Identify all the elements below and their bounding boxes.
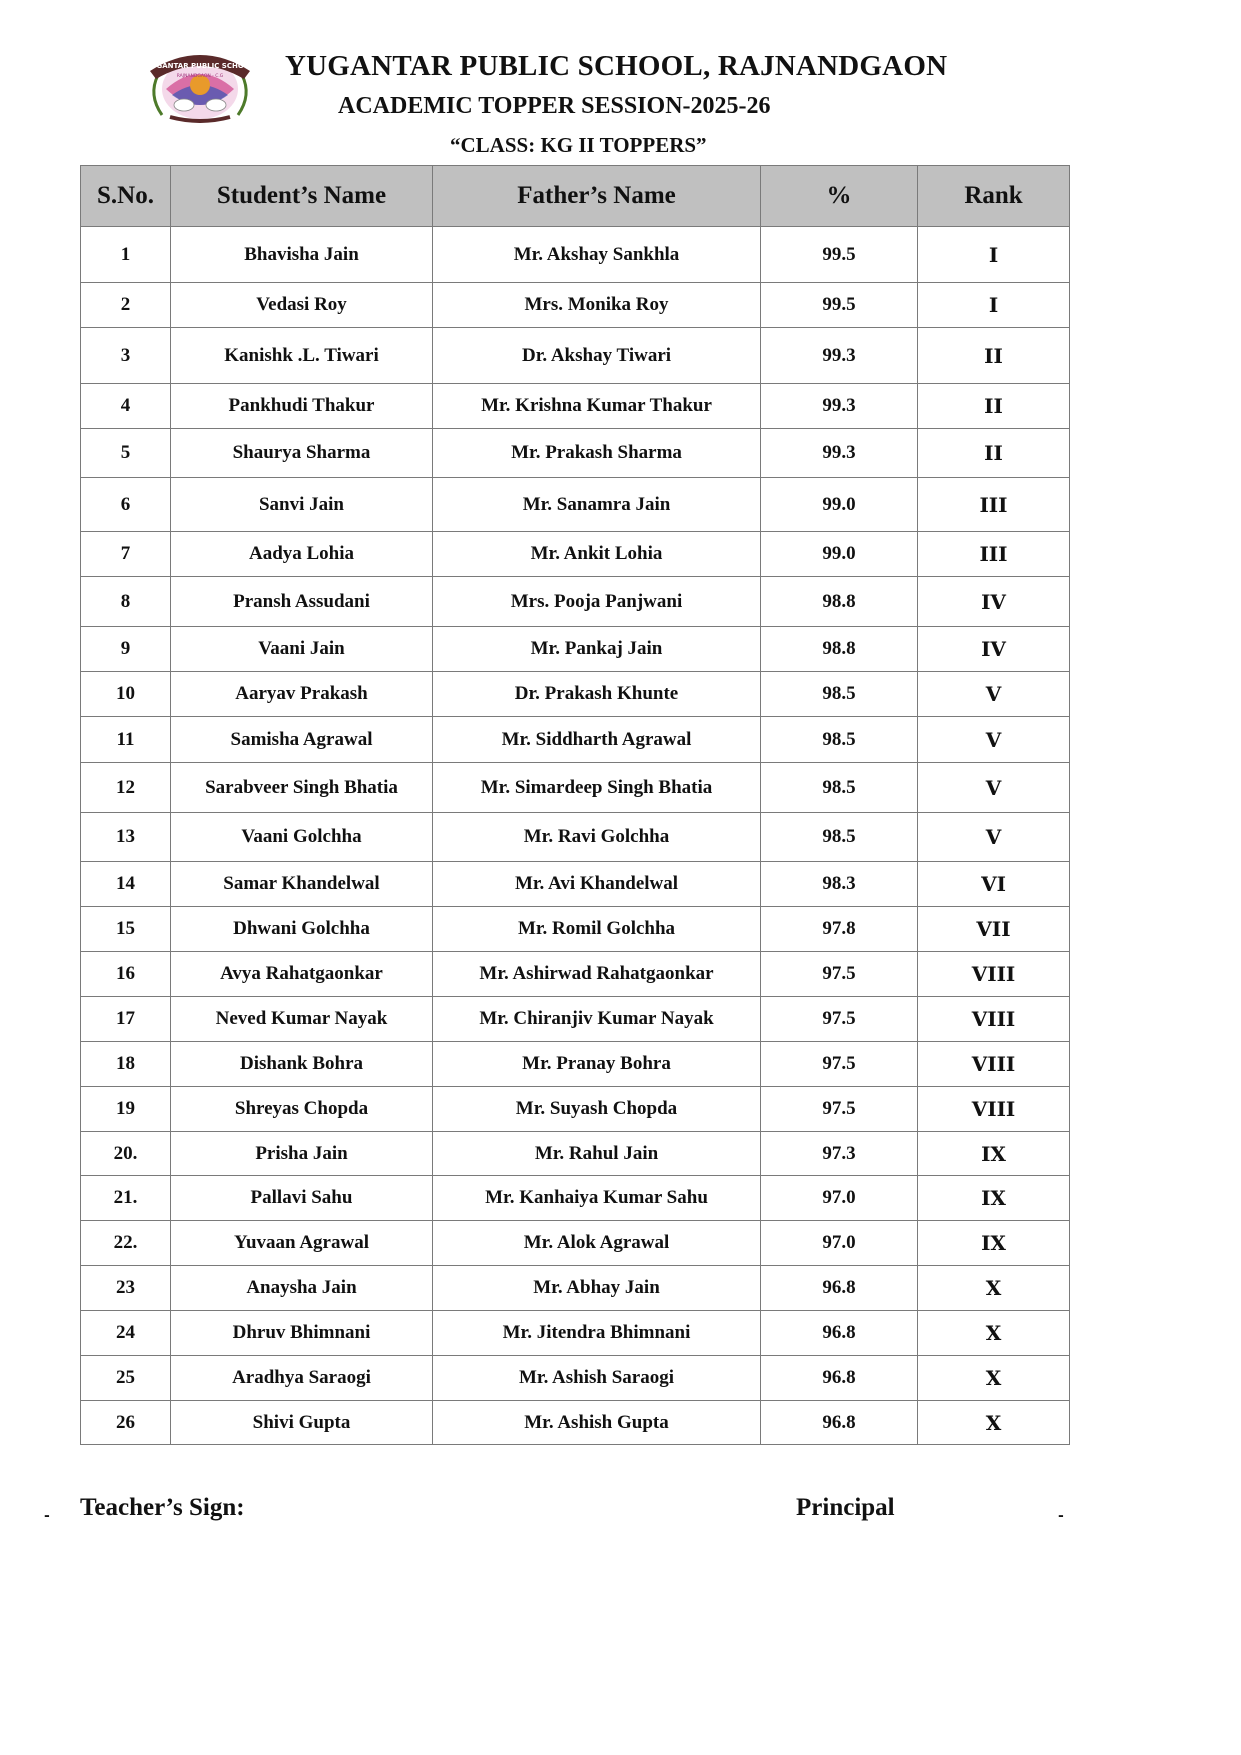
row-sno: 7 [81, 532, 171, 577]
rank-value: IV [918, 577, 1070, 627]
student-name: Kanishk .L. Tiwari [171, 328, 433, 384]
student-name: Dhruv Bhimnani [171, 1311, 433, 1356]
percent-value: 98.3 [761, 862, 918, 907]
percent-value: 97.5 [761, 952, 918, 997]
father-name: Mr. Akshay Sankhla [433, 227, 761, 283]
father-name: Mr. Ankit Lohia [433, 532, 761, 577]
father-name: Mr. Krishna Kumar Thakur [433, 384, 761, 429]
percent-value: 99.5 [761, 227, 918, 283]
rank-value: II [918, 429, 1070, 478]
table-row [81, 532, 1070, 577]
left-margin-mark: - [44, 1508, 50, 1524]
right-margin-mark: - [1058, 1508, 1064, 1524]
father-name: Mr. Pankaj Jain [433, 627, 761, 672]
row-sno: 25 [81, 1356, 171, 1401]
student-name: Samar Khandelwal [171, 862, 433, 907]
rank-value: IX [918, 1221, 1070, 1266]
rank-value: V [918, 672, 1070, 717]
row-sno: 10 [81, 672, 171, 717]
principal-label: Principal [796, 1494, 895, 1521]
table-row [81, 577, 1070, 627]
rank-value: IX [918, 1132, 1070, 1176]
row-sno: 19 [81, 1087, 171, 1132]
father-name: Mr. Ravi Golchha [433, 813, 761, 862]
father-name: Mr. Sanamra Jain [433, 478, 761, 532]
percent-value: 99.3 [761, 429, 918, 478]
percent-value: 98.5 [761, 672, 918, 717]
table-row [81, 1401, 1070, 1445]
student-name: Aradhya Saraogi [171, 1356, 433, 1401]
student-name: Vedasi Roy [171, 283, 433, 328]
table-row [81, 1176, 1070, 1221]
rank-value: X [918, 1266, 1070, 1311]
row-sno: 20. [81, 1132, 171, 1176]
father-name: Mr. Avi Khandelwal [433, 862, 761, 907]
percent-value: 97.0 [761, 1221, 918, 1266]
student-name: Vaani Jain [171, 627, 433, 672]
percent-value: 99.0 [761, 532, 918, 577]
father-name: Mr. Chiranjiv Kumar Nayak [433, 997, 761, 1042]
percent-value: 98.5 [761, 813, 918, 862]
row-sno: 3 [81, 328, 171, 384]
father-name: Mrs. Pooja Panjwani [433, 577, 761, 627]
school-crest-logo-icon [140, 45, 260, 123]
table-row [81, 717, 1070, 763]
father-name: Mr. Jitendra Bhimnani [433, 1311, 761, 1356]
father-name: Mr. Ashish Gupta [433, 1401, 761, 1445]
father-name: Mr. Siddharth Agrawal [433, 717, 761, 763]
father-name: Dr. Akshay Tiwari [433, 328, 761, 384]
father-name: Mr. Kanhaiya Kumar Sahu [433, 1176, 761, 1221]
student-name: Shreyas Chopda [171, 1087, 433, 1132]
student-name: Bhavisha Jain [171, 227, 433, 283]
table-row [81, 763, 1070, 813]
column-header-percent: % [761, 166, 918, 227]
rank-value: II [918, 328, 1070, 384]
percent-value: 98.5 [761, 717, 918, 763]
student-name: Prisha Jain [171, 1132, 433, 1176]
row-sno: 14 [81, 862, 171, 907]
row-sno: 5 [81, 429, 171, 478]
student-name: Vaani Golchha [171, 813, 433, 862]
student-name: Aadya Lohia [171, 532, 433, 577]
table-row [81, 672, 1070, 717]
percent-value: 97.3 [761, 1132, 918, 1176]
column-header-sno: S.No. [81, 166, 171, 227]
table-row [81, 813, 1070, 862]
row-sno: 9 [81, 627, 171, 672]
rank-value: X [918, 1401, 1070, 1445]
rank-value: VII [918, 907, 1070, 952]
row-sno: 12 [81, 763, 171, 813]
rank-value: V [918, 763, 1070, 813]
father-name: Mr. Suyash Chopda [433, 1087, 761, 1132]
student-name: Yuvaan Agrawal [171, 1221, 433, 1266]
row-sno: 17 [81, 997, 171, 1042]
percent-value: 99.3 [761, 384, 918, 429]
percent-value: 98.8 [761, 627, 918, 672]
row-sno: 24 [81, 1311, 171, 1356]
table-row [81, 862, 1070, 907]
rank-value: VIII [918, 1087, 1070, 1132]
student-name: Pallavi Sahu [171, 1176, 433, 1221]
student-name: Dishank Bohra [171, 1042, 433, 1087]
row-sno: 21. [81, 1176, 171, 1221]
percent-value: 99.0 [761, 478, 918, 532]
percent-value: 97.5 [761, 997, 918, 1042]
row-sno: 22. [81, 1221, 171, 1266]
percent-value: 97.5 [761, 1042, 918, 1087]
father-name: Mr. Romil Golchha [433, 907, 761, 952]
teacher-sign-label: Teacher’s Sign: [80, 1494, 245, 1521]
table-row [81, 1042, 1070, 1087]
rank-value: VIII [918, 997, 1070, 1042]
percent-value: 99.3 [761, 328, 918, 384]
rank-value: I [918, 283, 1070, 328]
student-name: Sarabveer Singh Bhatia [171, 763, 433, 813]
percent-value: 98.5 [761, 763, 918, 813]
student-name: Avya Rahatgaonkar [171, 952, 433, 997]
row-sno: 6 [81, 478, 171, 532]
percent-value: 96.8 [761, 1266, 918, 1311]
student-name: Sanvi Jain [171, 478, 433, 532]
row-sno: 26 [81, 1401, 171, 1445]
table-row [81, 1087, 1070, 1132]
session-title: ACADEMIC TOPPER SESSION-2025-26 [338, 93, 771, 119]
rank-value: V [918, 813, 1070, 862]
rank-value: III [918, 478, 1070, 532]
table-row [81, 1132, 1070, 1176]
father-name: Mr. Simardeep Singh Bhatia [433, 763, 761, 813]
percent-value: 97.5 [761, 1087, 918, 1132]
row-sno: 16 [81, 952, 171, 997]
logo-ring-text: YUGANTAR PUBLIC SCHOOL [145, 62, 255, 70]
school-name: YUGANTAR PUBLIC SCHOOL, RAJNANDGAON [285, 50, 948, 82]
student-name: Neved Kumar Nayak [171, 997, 433, 1042]
rank-value: VI [918, 862, 1070, 907]
row-sno: 4 [81, 384, 171, 429]
student-name: Dhwani Golchha [171, 907, 433, 952]
table-row [81, 478, 1070, 532]
row-sno: 1 [81, 227, 171, 283]
class-title: “CLASS: KG II TOPPERS” [450, 133, 707, 157]
table-row [81, 627, 1070, 672]
student-name: Shivi Gupta [171, 1401, 433, 1445]
percent-value: 98.8 [761, 577, 918, 627]
rank-value: VIII [918, 1042, 1070, 1087]
table-row [81, 1266, 1070, 1311]
row-sno: 23 [81, 1266, 171, 1311]
row-sno: 13 [81, 813, 171, 862]
father-name: Mr. Alok Agrawal [433, 1221, 761, 1266]
table-row [81, 997, 1070, 1042]
column-header-rank: Rank [918, 166, 1070, 227]
father-name: Mr. Ashirwad Rahatgaonkar [433, 952, 761, 997]
row-sno: 11 [81, 717, 171, 763]
rank-value: VIII [918, 952, 1070, 997]
percent-value: 97.8 [761, 907, 918, 952]
logo-sub-text: RAJNANDGAON - C.G [176, 74, 224, 79]
rank-value: IV [918, 627, 1070, 672]
student-name: Pransh Assudani [171, 577, 433, 627]
row-sno: 2 [81, 283, 171, 328]
father-name: Mrs. Monika Roy [433, 283, 761, 328]
table-row [81, 1221, 1070, 1266]
table-row [81, 1311, 1070, 1356]
table-row [81, 429, 1070, 478]
student-name: Aaryav Prakash [171, 672, 433, 717]
student-name: Anaysha Jain [171, 1266, 433, 1311]
father-name: Mr. Rahul Jain [433, 1132, 761, 1176]
percent-value: 99.5 [761, 283, 918, 328]
table-row [81, 1356, 1070, 1401]
rank-value: X [918, 1356, 1070, 1401]
percent-value: 96.8 [761, 1311, 918, 1356]
rank-value: III [918, 532, 1070, 577]
toppers-table [80, 165, 1070, 1445]
column-header-father-name: Father’s Name [433, 166, 761, 227]
rank-value: IX [918, 1176, 1070, 1221]
row-sno: 18 [81, 1042, 171, 1087]
row-sno: 8 [81, 577, 171, 627]
father-name: Mr. Ashish Saraogi [433, 1356, 761, 1401]
table-row [81, 952, 1070, 997]
father-name: Mr. Pranay Bohra [433, 1042, 761, 1087]
father-name: Mr. Abhay Jain [433, 1266, 761, 1311]
rank-value: V [918, 717, 1070, 763]
table-row [81, 227, 1070, 283]
rank-value: X [918, 1311, 1070, 1356]
table-row [81, 907, 1070, 952]
table-header-row [81, 166, 1070, 227]
percent-value: 96.8 [761, 1401, 918, 1445]
rank-value: II [918, 384, 1070, 429]
student-name: Pankhudi Thakur [171, 384, 433, 429]
father-name: Dr. Prakash Khunte [433, 672, 761, 717]
rank-value: I [918, 227, 1070, 283]
percent-value: 97.0 [761, 1176, 918, 1221]
column-header-student-name: Student’s Name [171, 166, 433, 227]
table-row [81, 283, 1070, 328]
student-name: Shaurya Sharma [171, 429, 433, 478]
student-name: Samisha Agrawal [171, 717, 433, 763]
table-row [81, 384, 1070, 429]
table-body [81, 227, 1070, 1445]
father-name: Mr. Prakash Sharma [433, 429, 761, 478]
row-sno: 15 [81, 907, 171, 952]
percent-value: 96.8 [761, 1356, 918, 1401]
table-row [81, 328, 1070, 384]
